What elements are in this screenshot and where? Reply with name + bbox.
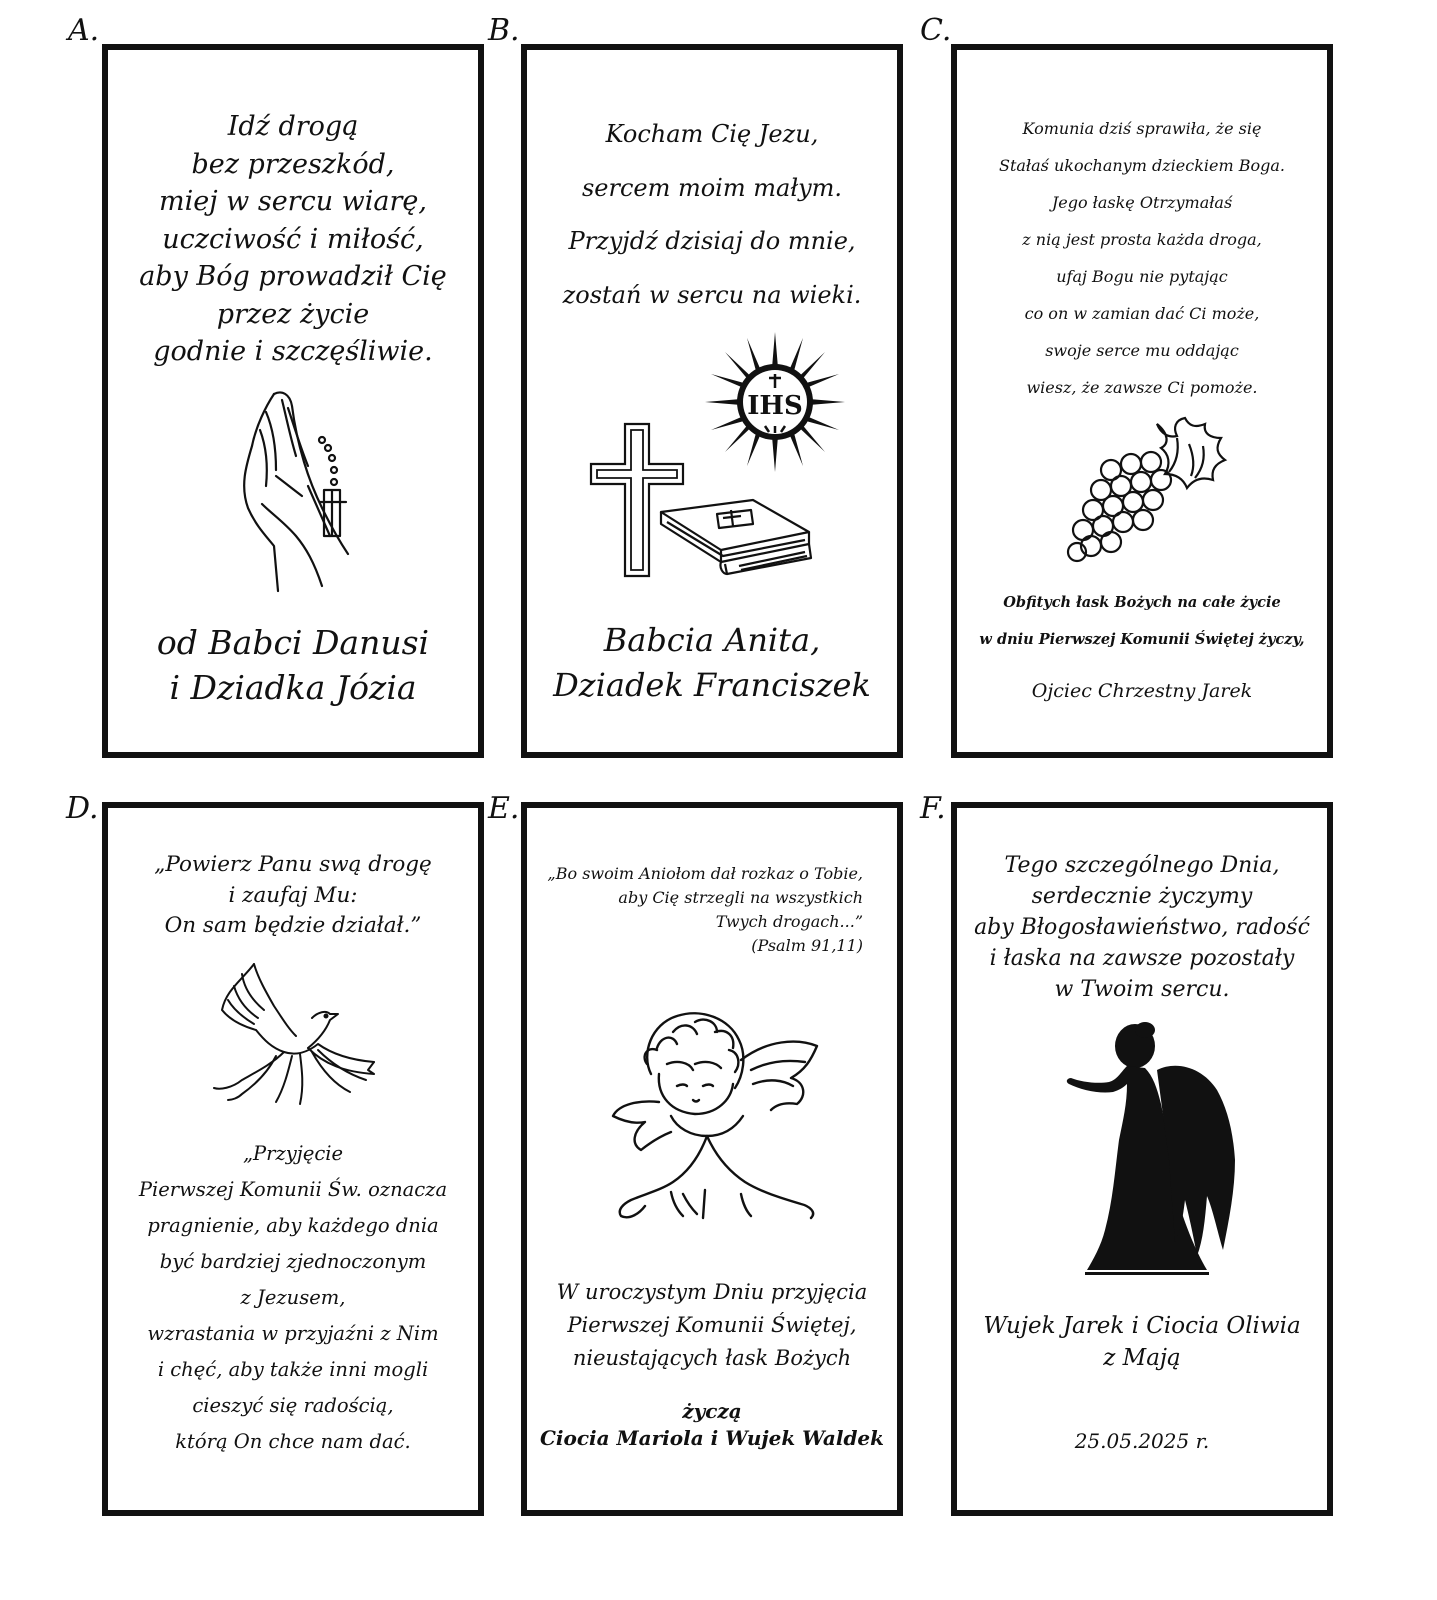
card-letter-d: D. [66,791,99,826]
card-e-quote: „Bo swoim Aniołom dał rozkaz o Tobie, aby Cię strzegli na wszystkich Twych drogach...” (Psalm 91,11) [547,864,863,955]
card-b [521,44,903,758]
svg-text:IHS: IHS [747,391,803,421]
praying-hands-rosary-icon [236,386,366,596]
card-letter-c: C. [920,13,952,48]
card-e-signature: życzą Ciocia Mariola i Wujek Waldek [539,1399,885,1450]
card-e-wish: W uroczystym Dniu przyjęcia Pierwszej Komunii Świętej, nieustających łask Bożych [556,1280,868,1370]
card-f-signature: Wujek Jarek i Ciocia Oliwia z Mają [983,1313,1301,1371]
card-letter-a: A. [68,13,100,48]
card-c-verse: Komunia dziś sprawiła, że się Stałaś ukochanym dzieckiem Boga. Jego łaskę Otrzymałaś z nią jest prosta każda droga, ufaj Bogu nie pytając co on w zamian dać Ci może, swoje serce mu oddając wiesz, że zawsze Ci pomoże. [998,119,1285,397]
card-a [102,44,484,758]
grapes-icon [1065,414,1229,564]
ihs-sunburst-icon [705,332,845,472]
card-d-quote: „Powierz Panu swą drogę i zaufaj Mu: On sam będzie działał.” [154,852,432,938]
card-e [521,802,903,1516]
dove-icon [212,960,382,1110]
card-d [102,802,484,1516]
card-b-verse: Kocham Cię Jezu, sercem moim małym. Przyjdź dzisiaj do mnie, zostań w sercu na wieki. [562,120,862,309]
card-letter-b: B. [488,13,520,48]
card-letter-e: E. [488,791,520,826]
card-f-date: 25.05.2025 r. [1074,1429,1210,1453]
cherub-angel-icon [611,1004,821,1228]
card-d-verse: „Przyjęcie Pierwszej Komunii Św. oznacza pragnienie, aby każdego dnia być bardziej zjednoczonym z Jezusem, wzrastania w przyjaźni z Nim i chęć, aby także inni mogli cieszyć się radością, którą On chce nam dać. [138,1142,448,1453]
card-a-verse: Idź drogą bez przeszkód, miej w sercu wiarę, uczciwość i miłość, aby Bóg prowadził Cię przez życie godnie i szczęśliwie. [139,111,447,367]
angel-silhouette-icon [1057,1020,1237,1276]
bible-icon [657,498,813,578]
card-b-signature: Babcia Anita, Dziadek Franciszek [553,621,871,704]
card-c-wish: Obfitych łask Bożych na całe życie w dniu Pierwszej Komunii Świętej życzy, [979,594,1305,648]
card-f-verse: Tego szczególnego Dnia, serdecznie życzymy aby Błogosławieństwo, radość i łaska na zawsze pozostały w Twoim sercu. [974,853,1310,1002]
card-a-signature: od Babci Danusi i Dziadka Józia [156,623,430,707]
card-letter-f: F. [920,791,946,826]
card-f [951,802,1333,1516]
card-c [951,44,1333,758]
card-c-signature: Ojciec Chrzestny Jarek [1031,680,1253,702]
